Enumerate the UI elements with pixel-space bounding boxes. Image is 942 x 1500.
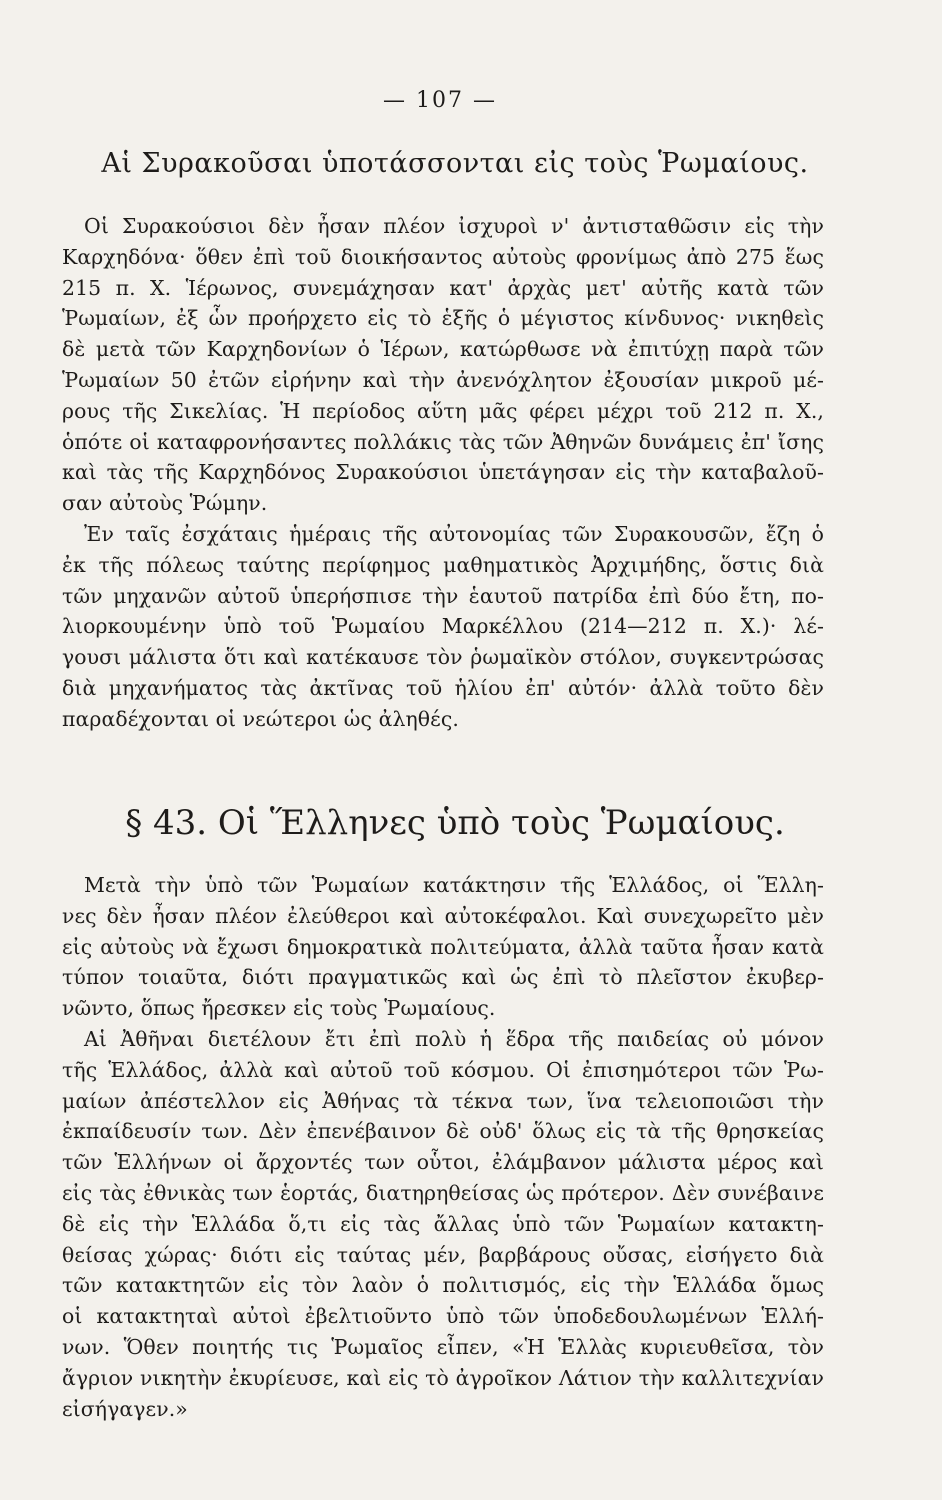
text-line: καὶ τὰς τῆς Καρχηδόνος Συρακούσιοι ὑπετάγησαν εἰς τὴν καταβαλοῦ- bbox=[62, 460, 824, 485]
text-line: δὲ μετὰ τῶν Καρχηδονίων ὁ Ἱέρων, κατώρθωσε νὰ ἐπιτύχῃ παρὰ τῶν bbox=[62, 337, 824, 362]
text-line: Καρχηδόνα· ὅθεν ἐπὶ τοῦ διοικήσαντος αὐτοὺς φρονίμως ἀπὸ 275 ἕως bbox=[62, 244, 824, 269]
text-line: ρους τῆς Σικελίας. Ἡ περίοδος αὕτη μᾶς φέρει μέχρι τοῦ 212 π. Χ., bbox=[62, 398, 824, 423]
text-line: τύπον τοιαῦτα, διότι πραγματικῶς καὶ ὡς ἐπὶ τὸ πλεῖστον ἐκυβερ- bbox=[62, 965, 824, 990]
text-line: διὰ μηχανήματος τὰς ἀκτῖνας τοῦ ἡλίου ἐπ' αὐτόν· ἀλλὰ τοῦτο δὲν bbox=[62, 675, 824, 700]
section-2-text bbox=[62, 870, 824, 1424]
text-line: οἱ κατακτηταὶ αὐτοὶ ἐβελτιοῦντο ὑπὸ τῶν ὑποδεδουλωμένων Ἑλλή- bbox=[62, 1304, 824, 1329]
text-line: νες δὲν ἦσαν πλέον ἐλεύθεροι καὶ αὐτοκέφαλοι. Καὶ συνεχωρεῖτο μὲν bbox=[62, 903, 824, 928]
text-line: εἰς αὐτοὺς νὰ ἔχωσι δημοκρατικὰ πολιτεύματα, ἀλλὰ ταῦτα ἦσαν κατὰ bbox=[62, 934, 824, 959]
text-line: ἄγριον νικητὴν ἐκυρίευσε, καὶ εἰς τὸ ἀγροῖκον Λάτιον τὴν καλλιτεχνίαν bbox=[62, 1365, 824, 1390]
text-line: παραδέχονται οἱ νεώτεροι ὡς ἀληθές. bbox=[62, 706, 459, 731]
text-line: Οἱ Συρακούσιοι δὲν ἦσαν πλέον ἰσχυροὶ ν' ἀντισταθῶσιν εἰς τὴν bbox=[84, 214, 824, 238]
text-line: θείσας χώρας· διότι εἰς ταύτας μέν, βαρβάρους οὔσας, εἰσήγετο διὰ bbox=[62, 1242, 824, 1267]
text-line: 215 π. Χ. Ἱέρωνος, συνεμάχησαν κατ' ἀρχὰς μετ' αὐτῆς κατὰ τῶν bbox=[62, 275, 824, 300]
text-line: λιορκουμένην ὑπὸ τοῦ Ῥωμαίου Μαρκέλλου (214—212 π. Χ.)· λέ- bbox=[62, 614, 824, 639]
text-line: Μετὰ τὴν ὑπὸ τῶν Ῥωμαίων κατάκτησιν τῆς Ἑλλάδος, οἱ Ἕλλη- bbox=[84, 873, 824, 897]
text-line: σαν αὐτοὺς Ῥώμην. bbox=[62, 491, 268, 516]
text-line: Ῥωμαίων 50 ἐτῶν εἰρήνην καὶ τὴν ἀνενόχλητον ἐξουσίαν μικροῦ μέ- bbox=[62, 367, 824, 392]
section-title-syracuse: Αἱ Συρακοῦσαι ὑποτάσσονται εἰς τοὺς Ῥωμαίους. bbox=[101, 148, 809, 179]
text-line: εἰς τὰς ἐθνικὰς των ἑορτάς, διατηρηθείσας ὡς πρότερον. Δὲν συνέβαινε bbox=[62, 1180, 824, 1205]
text-line: Ἐν ταῖς ἐσχάταις ἡμέραις τῆς αὐτονομίας τῶν Συρακουσῶν, ἔζη ὁ bbox=[84, 521, 824, 546]
text-line: εἰσήγαγεν.» bbox=[62, 1396, 188, 1421]
text-line: μαίων ἀπέστελλον εἰς Ἀθήνας τὰ τέκνα των, ἵνα τελειοποιῶσι τὴν bbox=[62, 1088, 824, 1113]
text-line: τῶν Ἑλλήνων οἱ ἄρχοντές των οὗτοι, ἐλάμβανον μάλιστα μέρος καὶ bbox=[62, 1150, 824, 1175]
text-line: γουσι μάλιστα ὅτι καὶ κατέκαυσε τὸν ῥωμαϊκὸν στόλον, συγκεντρώσας bbox=[62, 645, 824, 670]
text-line: τῆς Ἑλλάδος, ἀλλὰ καὶ αὐτοῦ τοῦ κόσμου. Οἱ ἐπισημότεροι τῶν Ῥω- bbox=[62, 1057, 824, 1082]
section-1-text bbox=[62, 211, 824, 735]
text-line: δὲ εἰς τὴν Ἑλλάδα ὅ,τι εἰς τὰς ἄλλας ὑπὸ τῶν Ῥωμαίων κατακτη- bbox=[62, 1211, 824, 1236]
text-line: νῶντο, ὅπως ἤρεσκεν εἰς τοὺς Ῥωμαίους. bbox=[62, 996, 496, 1021]
text-line: ἐκπαίδευσίν των. Δὲν ἐπενέβαινον δὲ οὐδ' ὅλως εἰς τὰ τῆς θρησκείας bbox=[62, 1119, 824, 1144]
text-line: νων. Ὅθεν ποιητής τις Ῥωμαῖος εἶπεν, «Ἡ Ἑλλὰς κυριευθεῖσα, τὸν bbox=[62, 1334, 824, 1359]
text-line: τῶν μηχανῶν αὐτοῦ ὑπερήσπισε τὴν ἑαυτοῦ πατρίδα ἐπὶ δύο ἔτη, πο- bbox=[62, 583, 824, 608]
text-line: τῶν κατακτητῶν εἰς τὸν λαὸν ὁ πολιτισμός, εἰς τὴν Ἑλλάδα ὅμως bbox=[62, 1273, 824, 1298]
text-line: ὁπότε οἱ καταφρονήσαντες πολλάκις τὰς τῶν Ἀθηνῶν δυνάμεις ἐπ' ἴσης bbox=[62, 429, 824, 454]
section-title-43: § 43. Οἱ Ἕλληνες ὑπὸ τοὺς Ῥωμαίους. bbox=[125, 803, 785, 843]
text-line: Ῥωμαίων, ἐξ ὧν προήρχετο εἰς τὸ ἑξῆς ὁ μέγιστος κίνδυνος· νικηθεὶς bbox=[62, 306, 824, 331]
text-line: ἐκ τῆς πόλεως ταύτης περίφημος μαθηματικὸς Ἀρχιμήδης, ὅστις διὰ bbox=[62, 552, 824, 577]
text-line: Αἱ Ἀθῆναι διετέλουν ἔτι ἐπὶ πολὺ ἡ ἕδρα τῆς παιδείας οὐ μόνον bbox=[84, 1026, 824, 1051]
page-number: — 107 — bbox=[383, 88, 497, 113]
